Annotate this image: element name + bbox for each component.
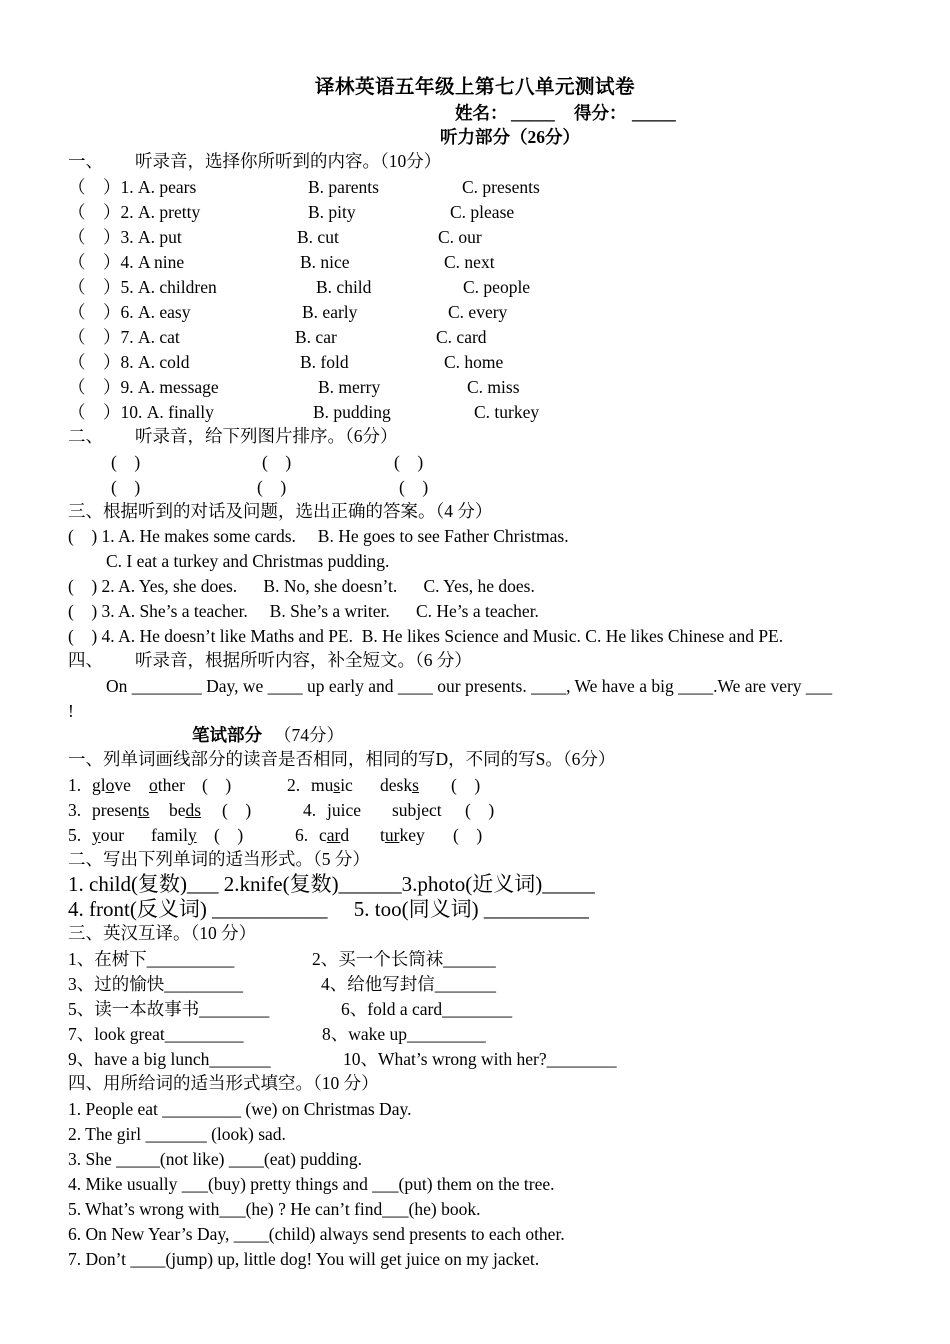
word [151,824,197,846]
option-b: B. pity [308,202,356,222]
answer-paren[interactable]: ( ) [465,800,495,820]
word [92,774,131,796]
answer-paren[interactable]: ( ) [394,452,424,472]
translation-item: 7、look great_________ [68,1024,244,1044]
answer-paren[interactable]: ( ) [453,825,483,845]
answer-blank[interactable]: ______ [338,872,402,896]
word-form-line: 4. front(反义词) ___________ 5. too(同义词) __________ [68,897,589,921]
underlined-part: j [416,800,422,820]
item-number: 1. [68,775,82,795]
option-c: C. home [444,352,504,372]
page-title: 译林英语五年级上第七八单元测试卷 [314,77,635,98]
word-form-item: 3.photo(近义词) [401,872,543,896]
translation-item: 8、wake up_________ [322,1024,486,1044]
option-c: C. card [436,327,487,347]
question-option-a: （ ）7. A. cat [68,327,180,347]
translation-item: 5、读一本故事书________ [68,999,270,1019]
section-heading: 四、用所给词的适当形式填空。（10 分） [68,1073,379,1093]
underlined-part: ds [185,800,202,820]
answer-paren[interactable]: ( ) [399,477,429,497]
question-option-a: （ ）1. A. pears [68,177,197,197]
section-heading: 三、根据听到的对话及问题，选出正确的答案。（4 分） [68,501,493,521]
word-part: ic [340,775,353,795]
fill-passage: On ________ Day, we ____ up early and ____ our presents. ____, We have a big ____.We are very ___ [106,676,833,696]
word [380,774,419,796]
question-line: C. I eat a turkey and Christmas pudding. [106,551,390,571]
word [380,824,425,846]
question-option-a: （ ）10. A. finally [68,402,214,422]
section-heading: 听录音，根据所听内容，补全短文。（6 分） [135,650,472,670]
question-option-a: （ ）3. A. put [68,227,182,247]
written-heading: 笔试部分 [192,725,262,745]
question-line: ( ) 1. A. He makes some cards. B. He goes to see Father Christmas. [68,526,569,546]
option-b: B. merry [318,377,381,397]
answer-blank[interactable]: _____ [542,872,595,896]
answer-paren[interactable]: ( ) [262,452,292,472]
option-c: C. please [450,202,515,222]
underlined-part: o [149,775,158,795]
option-c: C. turkey [474,402,540,422]
word-part: ve [114,775,131,795]
underlined-part: y [92,825,101,845]
section-heading: 二、写出下列单词的适当形式。（5 分） [68,849,370,869]
option-c: C. our [438,227,482,247]
score-label: 得分： [574,103,627,123]
translation-item: 4、给他写封信_______ [321,974,496,994]
translation-item: 3、过的愉快_________ [68,974,243,994]
name-blank[interactable]: _____ [511,103,555,123]
score-blank[interactable]: _____ [632,103,676,123]
fill-item: 5. What’s wrong with___(he) ? He can’t find___(he) book. [68,1199,481,1219]
written-points: （74分） [274,725,344,745]
option-c: C. presents [462,177,540,197]
word-part: famil [151,825,188,845]
section-heading: 听录音，给下列图片排序。（6分） [135,426,398,446]
name-label: 姓名： [455,103,508,123]
word [92,799,149,821]
item-number: 6. [295,825,309,845]
option-b: B. parents [308,177,379,197]
fill-item: 4. Mike usually ___(buy) pretty things and ___(put) them on the tree. [68,1174,555,1194]
fill-item: 7. Don’t ____(jump) up, little dog! You will get juice on my jacket. [68,1249,540,1269]
word-part: sub [392,800,417,820]
underlined-part: o [105,775,115,795]
translation-item: 1、在树下__________ [68,949,235,969]
section-heading: 三、英汉互译。（10 分） [68,923,257,943]
word [327,799,361,821]
word-part: ect [421,800,442,820]
underlined-part: ar [326,825,341,845]
option-b: B. nice [300,252,350,272]
question-option-a: （ ）5. A. children [68,277,217,297]
word-part: mu [311,775,334,795]
word-part: presen [92,800,138,820]
option-b: B. cut [297,227,339,247]
answer-paren[interactable]: ( ) [451,775,481,795]
section-number: 二、 [68,426,103,446]
item-number: 5. [68,825,82,845]
word-part: be [169,800,186,820]
underlined-part: s [412,775,419,795]
word-part: desk [380,775,413,795]
word-part: key [399,825,425,845]
question-line: ( ) 2. A. Yes, she does. B. No, she doesn’t. C. Yes, he does. [68,576,535,596]
fill-item: 6. On New Year’s Day, ____(child) always send presents to each other. [68,1224,565,1244]
item-number: 4. [303,800,317,820]
word-part: gl [92,775,106,795]
section-heading: 听录音，选择你所听到的内容。（10分） [135,151,442,171]
answer-paren[interactable]: ( ) [257,477,287,497]
question-option-a: （ ）6. A. easy [68,302,191,322]
answer-paren[interactable]: ( ) [214,825,244,845]
question-option-a: （ ）9. A. message [68,377,219,397]
option-b: B. pudding [313,402,391,422]
word [149,774,185,796]
word-form-item: 1. child(复数) [68,872,187,896]
question-option-a: （ ）4. A nine [68,252,185,272]
fill-item: 2. The girl _______ (look) sad. [68,1124,286,1144]
question-line: ( ) 4. A. He doesn’t like Maths and PE. B. He likes Science and Music. C. He likes Chinese and PE. [68,626,784,646]
question-option-a: （ ）8. A. cold [68,352,190,372]
translation-item: 9、have a big lunch_______ [68,1049,271,1069]
option-c: C. every [448,302,508,322]
answer-paren[interactable]: ( ) [111,452,141,472]
answer-blank[interactable]: ___ [186,872,219,896]
answer-paren[interactable]: ( ) [202,775,232,795]
underlined-part: y [187,825,197,845]
question-line: ( ) 3. A. She’s a teacher. B. She’s a writer. C. He’s a teacher. [68,601,539,621]
word [319,824,349,846]
answer-paren[interactable]: ( ) [222,800,252,820]
option-c: C. next [444,252,495,272]
fill-passage-end: ! [68,701,74,721]
translation-item: 2、买一个长筒袜______ [312,949,496,969]
option-b: B. child [316,277,372,297]
word-part: t [380,825,385,845]
listening-heading: 听力部分（26分） [440,127,580,147]
option-c: C. miss [467,377,520,397]
question-option-a: （ ）2. A. pretty [68,202,201,222]
word-part: c [319,825,327,845]
option-b: B. early [302,302,358,322]
fill-item: 3. She _____(not like) ____(eat) pudding. [68,1149,363,1169]
underlined-part: s [333,775,341,795]
word-part: d [340,825,350,845]
word [311,774,353,796]
section-number: 一、 [68,151,103,171]
option-b: B. fold [300,352,349,372]
section-heading: 一、列单词画线部分的读音是否相同，相同的写D，不同的写S。（6分） [68,749,616,769]
word-form-item: 2.knife(复数) [218,872,339,896]
item-number: 2. [287,775,301,795]
underlined-part: ur [384,825,400,845]
option-b: B. car [295,327,337,347]
word-part: our [100,825,125,845]
item-number: 3. [68,800,82,820]
underlined-part: j [327,800,332,820]
word-form-line [68,871,595,897]
answer-paren[interactable]: ( ) [111,477,141,497]
fill-item: 1. People eat _________ (we) on Christmas Day. [68,1099,412,1119]
word-part: uice [331,800,362,820]
translation-item: 10、What’s wrong with her?________ [343,1049,617,1069]
word-part: ther [157,775,185,795]
word [392,799,442,821]
underlined-part: ts [137,800,150,820]
translation-item: 6、fold a card________ [341,999,513,1019]
option-c: C. people [463,277,531,297]
section-number: 四、 [68,650,103,670]
word [92,824,124,846]
word [169,799,201,821]
